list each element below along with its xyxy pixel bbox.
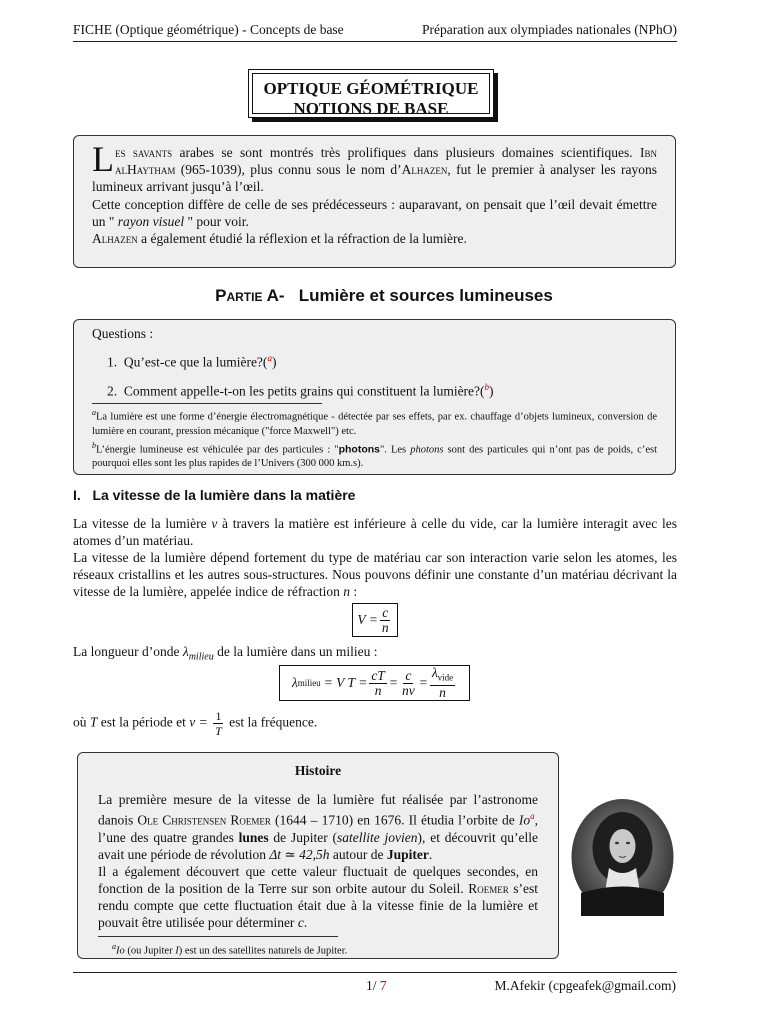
h-io: Io [518,812,531,828]
header-right: Préparation aux olympiades nationales (NPhO) [422,22,677,37]
eq2-f2-num: c [405,667,412,683]
footnote-b-text: L’énergie lumineuse est véhiculée par des particules : " [96,444,339,455]
eq2-equals: = [388,675,398,690]
title-line2: NOTIONS DE BASE [293,99,449,118]
eq2-mid: = V T = [323,675,368,690]
header-rule [73,41,677,42]
dropcap: L [92,139,114,179]
questions-box [73,319,676,475]
footnote-b-photons: photons [338,443,380,455]
paragraph-2 [73,549,677,600]
p4-text: est la période et [97,714,190,730]
p4-T: T [89,714,98,730]
equation-wavelength [279,665,470,701]
footnote-b-text: ". Les [380,444,411,455]
p1-v: v [211,516,218,531]
intro-text: (965-1039), plus connu sous le nom d’ [175,162,402,178]
h-footnote-mark: a [530,811,535,821]
h-jupiter: Jupiter [386,846,429,862]
h-text: , l’une des quatre grandes [98,812,538,845]
h-text: autour de [329,846,387,862]
question-1: 1. Qu’est-ce que la lumière?($^a$) [107,353,277,370]
eq2-f2-den: nν [401,682,415,698]
h-text: Il a également découvert que cette valeur fluctuait de quelques secondes, en fonction de la position de la Terre sur son orbite autour du Soleil. [98,863,538,896]
histoire-title: Histoire [294,763,342,778]
part-heading [0,286,768,306]
page-sep: / [372,978,380,993]
part-title: Lumière et sources lumineuses [298,286,553,305]
question-2: 2. Comment appelle-t-on les petits grains qui constituent la lumière?($^b$) [107,381,494,398]
h-text: ), et découvrit qu’elle avait une période de révolution [98,829,539,862]
h-text: s’est rendu compte que cette fluctuation était due à la vitesse finie de la lumière et pouvait être utilisée pour déterminer [98,880,538,930]
footnote-a-text: La lumière est une forme d’énergie électromagnétique - détectée par ses effets, par ex. chauffage d’objets lumineux, conversion de lumière en courant, pression mécanique ("force Maxwell") etc. [92,411,657,437]
eq2-f3-num: λ [431,665,438,681]
page-total: 7 [379,978,387,993]
fn-text: ) est un des satellites naturels de Jupiter. [178,945,348,956]
eq2-f3-sub: vide [437,672,454,683]
footer-author: M.Afekir (cpgeafek@gmail.com) [494,978,676,993]
footnote-b-photons-italic: photons [410,444,444,455]
question-2-text: Comment appelle-t-on les petits grains qui constituent la lumière?( [123,383,485,398]
h-name-roemer: Ole Christensen Roemer [137,812,271,828]
h-text: (1644 – 1710) en 1676. Il étudia l’orbite de [270,812,519,828]
histoire-p1 [98,791,538,863]
p3-text: de la lumière dans un milieu : [213,644,378,659]
h-satellite: satellite jovien [337,829,418,845]
h-period: Δt ≃ 42,5h [269,846,330,862]
h-text: de Jupiter ( [268,829,338,845]
intro-smallcaps: es savants [115,145,173,160]
h-c: c [297,914,304,930]
p2-text: La vitesse de la lumière dépend fortement du type de matériau car son interaction varie selon les atomes, les réseaux cristallins et les autres sous-structures. Nous pouvons définir une constante d’un matériau décrivant la vitesse de la lumière, appelée indice de réfraction [73,550,677,599]
eq1-lhs: V = [357,612,378,627]
p2-end: : [350,584,358,599]
h-roemer: Roemer [468,880,509,896]
fn-io: Io [116,945,125,956]
question-1-text: Qu’est-ce que la lumière?( [123,354,268,370]
eq1-num: c [382,604,389,620]
footnote-a: $^a$La lumière est une forme d’énergie électromagnétique - détectée par ses effets, par ex. chauffage d’objets lumineux, conversion de lumière en courant, pression mécanique ("force Maxwell") etc. [92,408,657,437]
footnote-mark-b: b [484,381,490,392]
p3-lambda: λ [182,644,189,659]
roemer-portrait-image [571,798,674,916]
footnote-b-text: sont des particules qui n’ont pas de poids, c’est pourquoi elles sont les plus rapides de l’Univers (300 000 km.s). [92,444,657,469]
p4-text: où [73,714,90,730]
title-line1: OPTIQUE GÉOMÉTRIQUE [263,79,479,98]
eq2-lhs-sub: milieu [297,678,321,688]
p1-text: à travers la matière est inférieure à celle du vide, car la lumière interagit avec les atomes d’un matériau. [73,516,677,548]
eq2-f1-den: n [374,682,382,698]
histoire-footnote-rule [98,936,338,937]
eq2-equals: = [418,675,428,690]
h-text: . [428,846,433,862]
intro-rayon-visuel: rayon visuel [117,213,185,229]
header-left: FICHE (Optique géométrique) - Concepts de base [73,22,344,37]
questions-heading: Questions : [92,326,154,341]
paragraph-4 [73,709,677,738]
h-lunes: lunes [238,829,269,845]
eq2-f3-den: n [439,684,446,700]
part-label: Partie A- [215,286,285,305]
p4-num: 1 [215,709,222,723]
p3-sub: milieu [188,651,214,663]
intro-box [73,135,676,268]
p4-nu: ν = [189,714,208,730]
question-2-close: ) [489,383,494,398]
histoire-box [77,752,559,959]
eq1-den: n [381,619,389,635]
p1-text: La vitesse de la lumière [73,516,212,531]
paragraph-3 [73,643,677,666]
intro-p2: Cette conception diffère de celle de ses prédécesseurs : auparavant, on pensait que l’œil devait émettre un " [92,196,657,229]
footnote-rule [92,403,322,404]
question-1-close: ) [271,354,277,370]
intro-p3: a également étudié la réflexion et la réfraction de la lumière. [137,231,467,247]
footer-rule [73,972,677,973]
page-current: 1 [366,978,373,993]
p2-n: n [343,584,350,599]
h-text: La première mesure de la vitesse de la lumière fut réalisée par l’astronome danois [98,792,538,828]
paragraph-1 [73,515,677,549]
fn-text: (ou Jupiter [124,945,176,956]
section-heading: I. La vitesse de la lumière dans la matière [73,487,356,503]
eq2-f1-num: cT [371,667,385,683]
p4-den: T [215,724,222,738]
intro-name-alhazen: Alhazen [401,162,448,178]
intro-text: arabes se sont montrés très prolifiques dans plusieurs domaines scientifiques. [172,145,640,160]
p4-text: est la fréquence. [225,714,318,730]
histoire-p2 [98,863,538,931]
equation-velocity [352,603,398,637]
h-text: . [303,914,308,930]
page-number [366,978,387,994]
footnote-mark-a: a [267,353,272,363]
histoire-footnote: $^a$Io (ou Jupiter I) est un des satellites naturels de Jupiter. [112,941,348,956]
intro-name-ibn: Ibn alHaytham [115,145,657,178]
fn-i: I [175,945,179,956]
document-title [248,69,494,118]
intro-p2-end: " pour voir. [184,213,249,229]
intro-text: , fut le premier à analyser les rayons lumineux arrivant jusqu’à l’œil. [92,162,658,195]
p3-text: La longueur d’onde [73,644,183,659]
footnote-b: $^b$L’énergie lumineuse est véhiculée par des particules : "photons". Les photons sont des particules qui n’ont pas de poids, c’est pourquoi elles sont les plus rapides de l’Univers (300 000 km.s). [92,440,657,469]
eq2-lambda: λ [291,675,298,690]
intro-name-alhazen-2: Alhazen [92,231,138,247]
